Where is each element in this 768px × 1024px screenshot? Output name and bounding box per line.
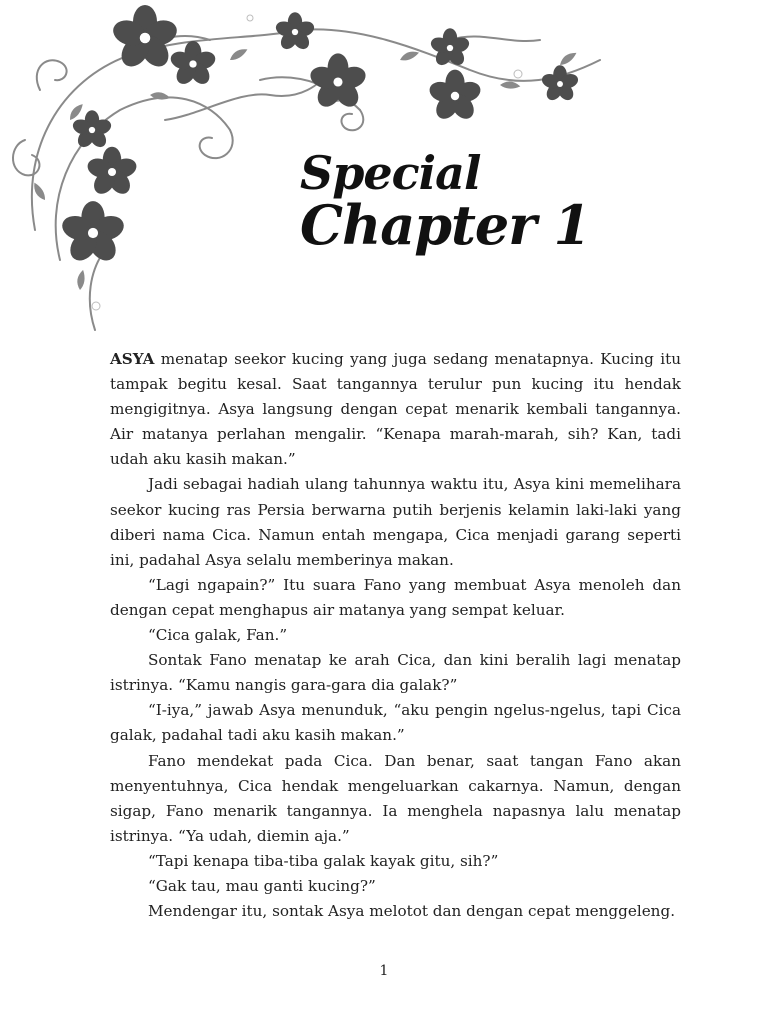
chapter-title: [300, 146, 600, 257]
paragraph-8: “Tapi kenapa tiba-tiba galak kayak gitu, sih?”: [148, 851, 499, 870]
paragraph-5: Sontak Fano menatap ke arah Cica, dan kini beralih lagi menatap istrinya. “Kamu nangis gara-gara dia galak?”: [110, 651, 681, 695]
paragraph-lead-word: ASYA: [110, 350, 155, 368]
paragraph-4: “Cica galak, Fan.”: [148, 626, 288, 645]
paragraph-3: “Lagi ngapain?” Itu suara Fano yang membuat Asya menoleh dan dengan cepat menghapus air matanya yang sempat keluar.: [110, 575, 681, 619]
paragraph-7: Fano mendekat pada Cica. Dan benar, saat tangan Fano akan menyentuhnya, Cica hendak mengeluarkan cakarnya. Namun, dengan sigap, Fano menarik tangannya. Ia menghela napasnya lalu menatap istrinya. “Ya udah, diemin aja.”: [110, 751, 681, 845]
paragraph-6: “I-iya,” jawab Asya menunduk, “aku pengin ngelus-ngelus, tapi Cica galak, padahal tadi aku kasih makan.”: [110, 701, 681, 745]
paragraph-2: Jadi sebagai hadiah ulang tahunnya waktu itu, Asya kini memelihara seekor kucing ras Persia berwarna putih berjenis kelamin laki-laki yang diberi nama Cica. Namun entah mengapa, Cica menjadi garang seperti ini, padahal Asya selalu memberinya makan.: [110, 475, 681, 569]
paragraph-9: “Gak tau, mau ganti kucing?”: [148, 876, 376, 895]
page-number: 1: [379, 963, 389, 979]
chapter-body: [110, 347, 681, 924]
paragraph-1: [110, 347, 681, 472]
paragraph-10: Mendengar itu, sontak Asya melotot dan dengan cepat menggeleng.: [148, 902, 676, 921]
chapter-title-line2: Chapter 1: [300, 193, 591, 257]
chapter-title-line1: Special: [300, 146, 481, 200]
paragraph-text: menatap seekor kucing yang juga sedang menatapnya. Kucing itu tampak begitu kesal. Saat tangannya terulur pun kucing itu hendak mengigitnya. Asya langsung dengan cepat menarik kembali tangannya. Air matanya perlahan mengalir. “Kenapa marah-marah, sih? Kan, tadi udah aku kasih makan.”: [110, 350, 681, 469]
